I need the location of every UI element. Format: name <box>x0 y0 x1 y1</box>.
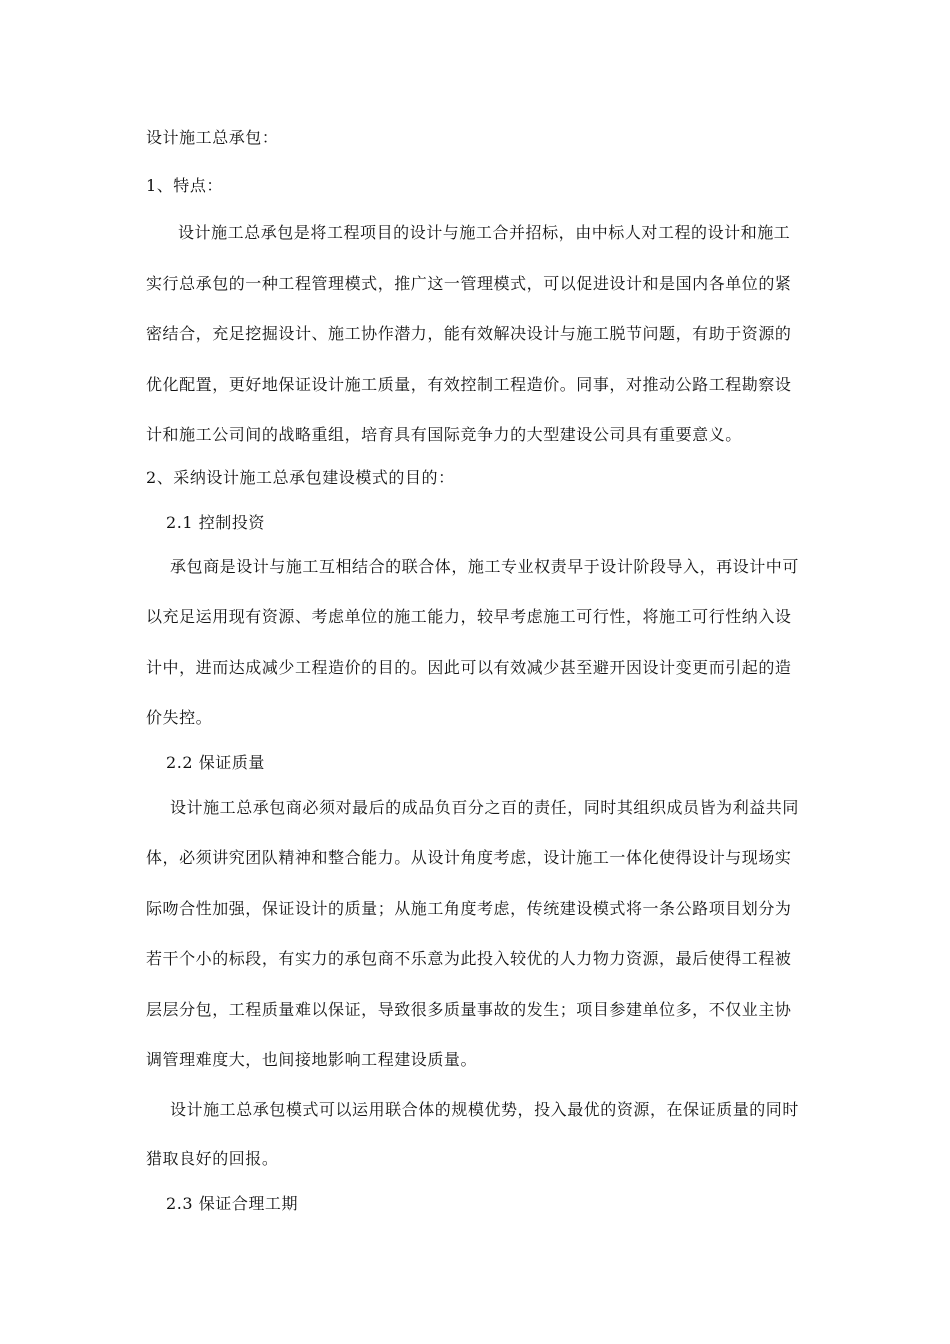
document-title: 设计施工总承包： <box>146 128 279 147</box>
subsection-2-2-line-6: 调管理难度大，也间接地影响工程建设质量。 <box>146 1050 478 1069</box>
subsection-2-1-line-3: 计中，进而达成减少工程造价的目的。因此可以有效减少甚至避开因设计变更而引起的造 <box>146 658 792 677</box>
section-1-line-3: 密结合，充足挖掘设计、施工协作潜力，能有效解决设计与施工脱节问题，有助于资源的 <box>146 324 792 343</box>
subsection-2-1-line-4: 价失控。 <box>146 708 213 727</box>
section-1-line-5: 计和施工公司间的战略重组，培育具有国际竞争力的大型建设公司具有重要意义。 <box>146 425 742 444</box>
section-1-line-1: 设计施工总承包是将工程项目的设计与施工合并招标，由中标人对工程的设计和施工 <box>178 223 791 242</box>
subsection-2-2-paragraph-2-line-1: 设计施工总承包模式可以运用联合体的规模优势，投入最优的资源，在保证质量的同时 <box>170 1100 799 1119</box>
section-1-heading: 1、特点： <box>146 176 223 195</box>
section-1-line-2: 实行总承包的一种工程管理模式，推广这一管理模式，可以促进设计和是国内各单位的紧 <box>146 274 792 293</box>
subsection-2-2-heading: 2.2 保证质量 <box>166 753 265 772</box>
subsection-2-2-line-2: 体，必须讲究团队精神和整合能力。从设计角度考虑，设计施工一体化使得设计与现场实 <box>146 848 792 867</box>
section-2-heading: 2、采纳设计施工总承包建设模式的目的： <box>146 468 455 487</box>
section-1-line-4: 优化配置，更好地保证设计施工质量，有效控制工程造价。同事，对推动公路工程勘察设 <box>146 375 792 394</box>
subsection-2-2-line-3: 际吻合性加强，保证设计的质量；从施工角度考虑，传统建设模式将一条公路项目划分为 <box>146 899 792 918</box>
subsection-2-1-line-1: 承包商是设计与施工互相结合的联合体，施工专业权责早于设计阶段导入，再设计中可 <box>170 557 799 576</box>
subsection-2-2-line-4: 若干个小的标段，有实力的承包商不乐意为此投入较优的人力物力资源，最后使得工程被 <box>146 949 792 968</box>
subsection-2-1-heading: 2.1 控制投资 <box>166 513 265 532</box>
subsection-2-3-heading: 2.3 保证合理工期 <box>166 1194 299 1213</box>
subsection-2-2-line-1: 设计施工总承包商必须对最后的成品负百分之百的责任，同时其组织成员皆为利益共同 <box>170 798 799 817</box>
subsection-2-1-line-2: 以充足运用现有资源、考虑单位的施工能力，较早考虑施工可行性，将施工可行性纳入设 <box>146 607 792 626</box>
subsection-2-2-paragraph-2-line-2: 猎取良好的回报。 <box>146 1149 279 1168</box>
subsection-2-2-line-5: 层层分包，工程质量难以保证，导致很多质量事故的发生；项目参建单位多，不仅业主协 <box>146 1000 792 1019</box>
